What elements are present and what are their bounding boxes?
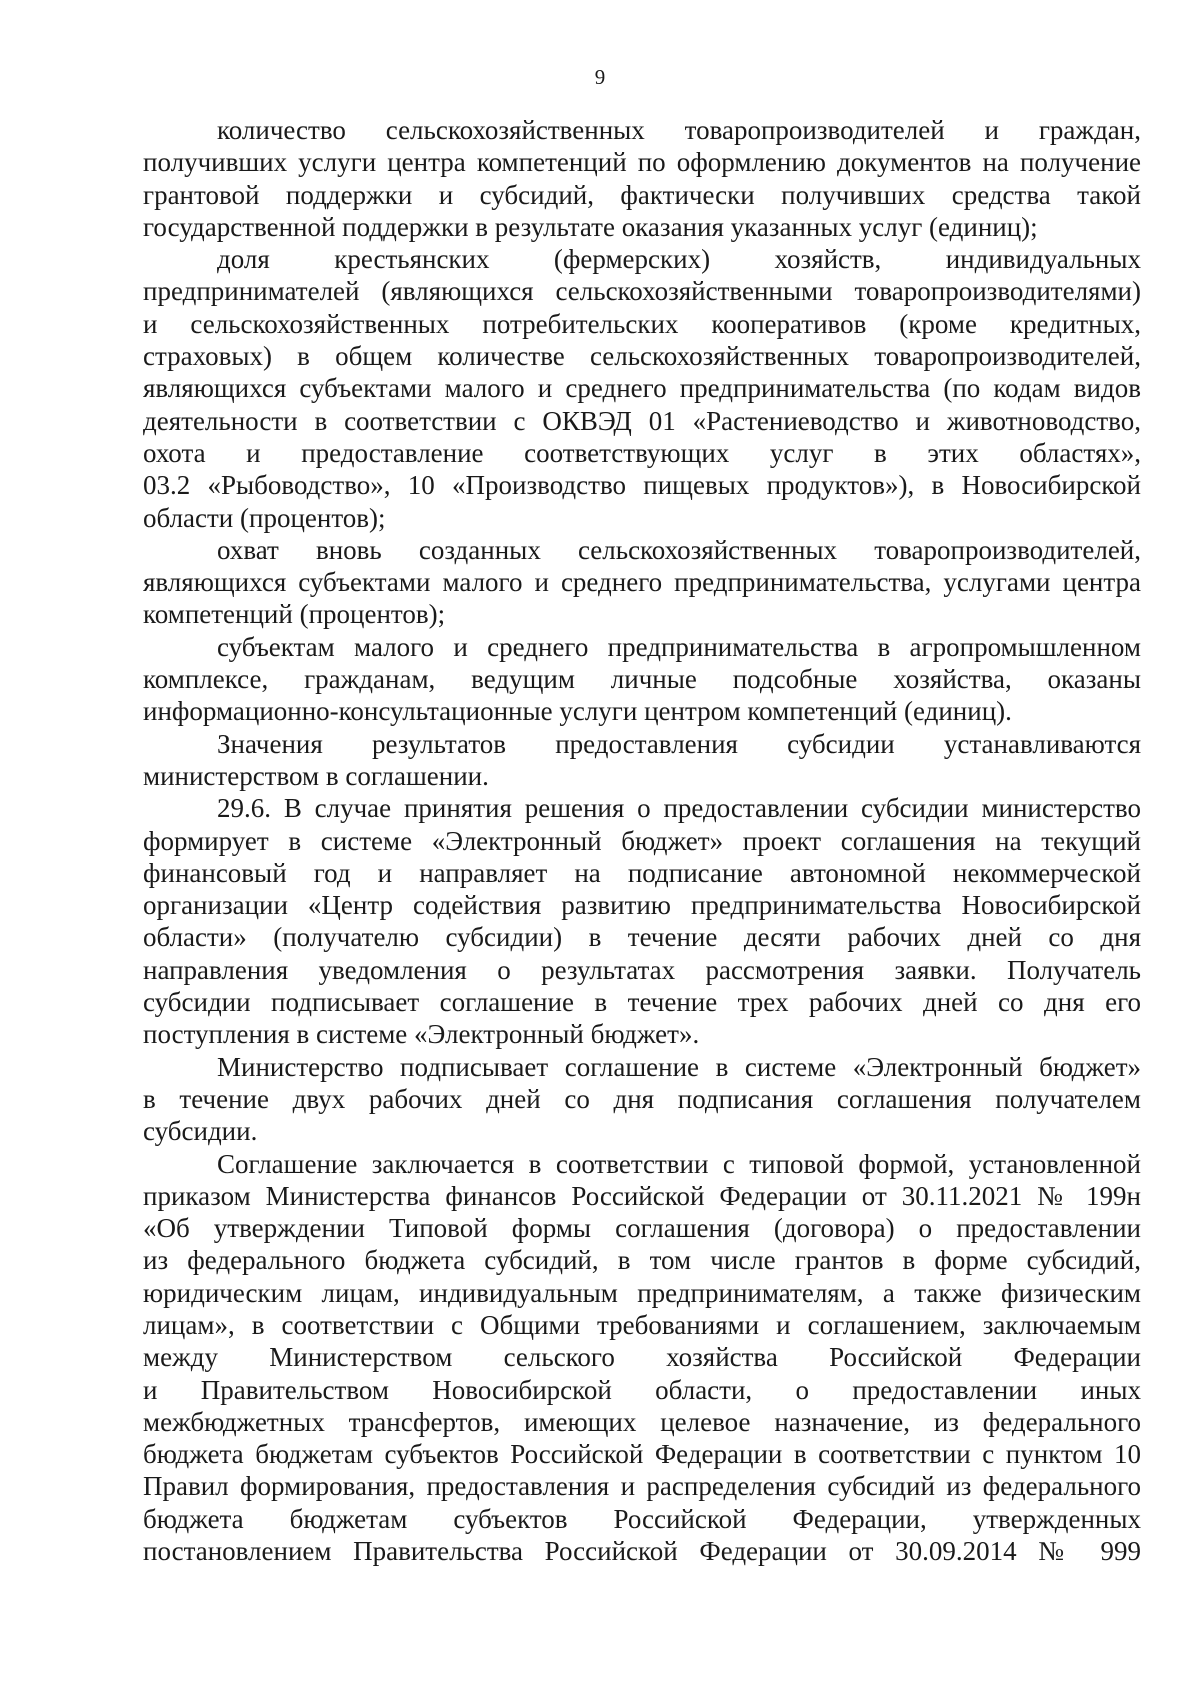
text-line: субсидии подписывает соглашение в течение трех рабочих дней со дня его [143, 987, 1141, 1018]
text-line: формирует в системе «Электронный бюджет» проект соглашения на текущий [143, 825, 1141, 856]
text-line: государственной поддержки в результате оказания указанных услуг (единиц); [143, 211, 1038, 242]
text-line: охота и предоставление соответствующих услуг в этих областях», [143, 437, 1141, 468]
text-line: страховых) в общем количестве сельскохозяйственных товаропроизводителей, [143, 341, 1141, 372]
text-line: приказом Министерства финансов Российской Федерации от 30.11.2021 № 199н [143, 1180, 1141, 1211]
text-line: в течение двух рабочих дней со дня подписания соглашения получателем [143, 1083, 1141, 1114]
text-line: доля крестьянских (фермерских) хозяйств, индивидуальных [217, 244, 1141, 275]
text-line: охват вновь созданных сельскохозяйственных товаропроизводителей, [217, 534, 1141, 565]
text-line: Соглашение заключается в соответствии с типовой формой, установленной [217, 1148, 1141, 1179]
text-line: количество сельскохозяйственных товаропроизводителей и граждан, [217, 115, 1141, 145]
text-line: лицам», в соответствии с Общими требованиями и соглашением, заключаемым [143, 1309, 1141, 1340]
text-line: из федерального бюджета субсидий, в том числе грантов в форме субсидий, [143, 1245, 1141, 1276]
text-line: между Министерством сельского хозяйства Российской Федерации [143, 1342, 1141, 1373]
document-body-text [143, 114, 1141, 1567]
text-line: области (процентов); [143, 502, 386, 533]
text-line: являющихся субъектами малого и среднего предпринимательства, услугами центра [143, 567, 1141, 598]
text-line: бюджета бюджетам субъектов Российской Федерации, утвержденных [143, 1503, 1141, 1534]
text-line: поступления в системе «Электронный бюджет». [143, 1019, 700, 1050]
text-line: 29.6. В случае принятия решения о предоставлении субсидии министерство [217, 793, 1141, 824]
text-line: министерством в соглашении. [143, 760, 489, 791]
text-line: Значения результатов предоставления субсидии устанавливаются [217, 728, 1141, 759]
text-line: являющихся субъектами малого и среднего предпринимательства (по кодам видов [143, 373, 1141, 404]
text-line: предпринимателей (являющихся сельскохозяйственными товаропроизводителями) [143, 276, 1141, 307]
text-line: субсидии. [143, 1116, 258, 1147]
text-line: 03.2 «Рыбоводство», 10 «Производство пищевых продуктов»), в Новосибирской [143, 470, 1141, 501]
text-line: Правил формирования, предоставления и распределения субсидий из федерального [143, 1471, 1141, 1502]
text-line: межбюджетных трансфертов, имеющих целевое назначение, из федерального [143, 1406, 1141, 1437]
text-line: постановлением Правительства Российской Федерации от 30.09.2014 № 999 [143, 1536, 1141, 1567]
text-line: и сельскохозяйственных потребительских кооперативов (кроме кредитных, [143, 308, 1141, 339]
page-number: 9 [594, 65, 606, 89]
text-line: субъектам малого и среднего предпринимательства в агропромышленном [217, 631, 1141, 662]
text-line: деятельности в соответствии с ОКВЭД 01 «Растениеводство и животноводство, [143, 405, 1141, 436]
text-line: финансовый год и направляет на подписание автономной некоммерческой [143, 857, 1141, 888]
text-line: организации «Центр содействия развитию предпринимательства Новосибирской [143, 890, 1141, 921]
text-line: компетенций (процентов); [143, 599, 446, 630]
text-line: «Об утверждении Типовой формы соглашения (договора) о предоставлении [143, 1213, 1141, 1244]
text-line: грантовой поддержки и субсидий, фактически получивших средства такой [143, 179, 1141, 210]
text-line: и Правительством Новосибирской области, о предоставлении иных [143, 1374, 1141, 1405]
text-line: юридическим лицам, индивидуальным предпринимателям, а также физическим [143, 1277, 1141, 1308]
text-line: Министерство подписывает соглашение в системе «Электронный бюджет» [217, 1051, 1141, 1082]
text-line: получивших услуги центра компетенций по оформлению документов на получение [143, 147, 1141, 178]
text-line: бюджета бюджетам субъектов Российской Федерации в соответствии с пунктом 10 [143, 1439, 1141, 1470]
text-line: информационно-консультационные услуги центром компетенций (единиц). [143, 696, 1012, 727]
text-line: направления уведомления о результатах рассмотрения заявки. Получатель [143, 954, 1141, 985]
text-line: области» (получателю субсидии) в течение десяти рабочих дней со дня [143, 922, 1141, 953]
text-line: комплексе, гражданам, ведущим личные подсобные хозяйства, оказаны [143, 664, 1141, 695]
